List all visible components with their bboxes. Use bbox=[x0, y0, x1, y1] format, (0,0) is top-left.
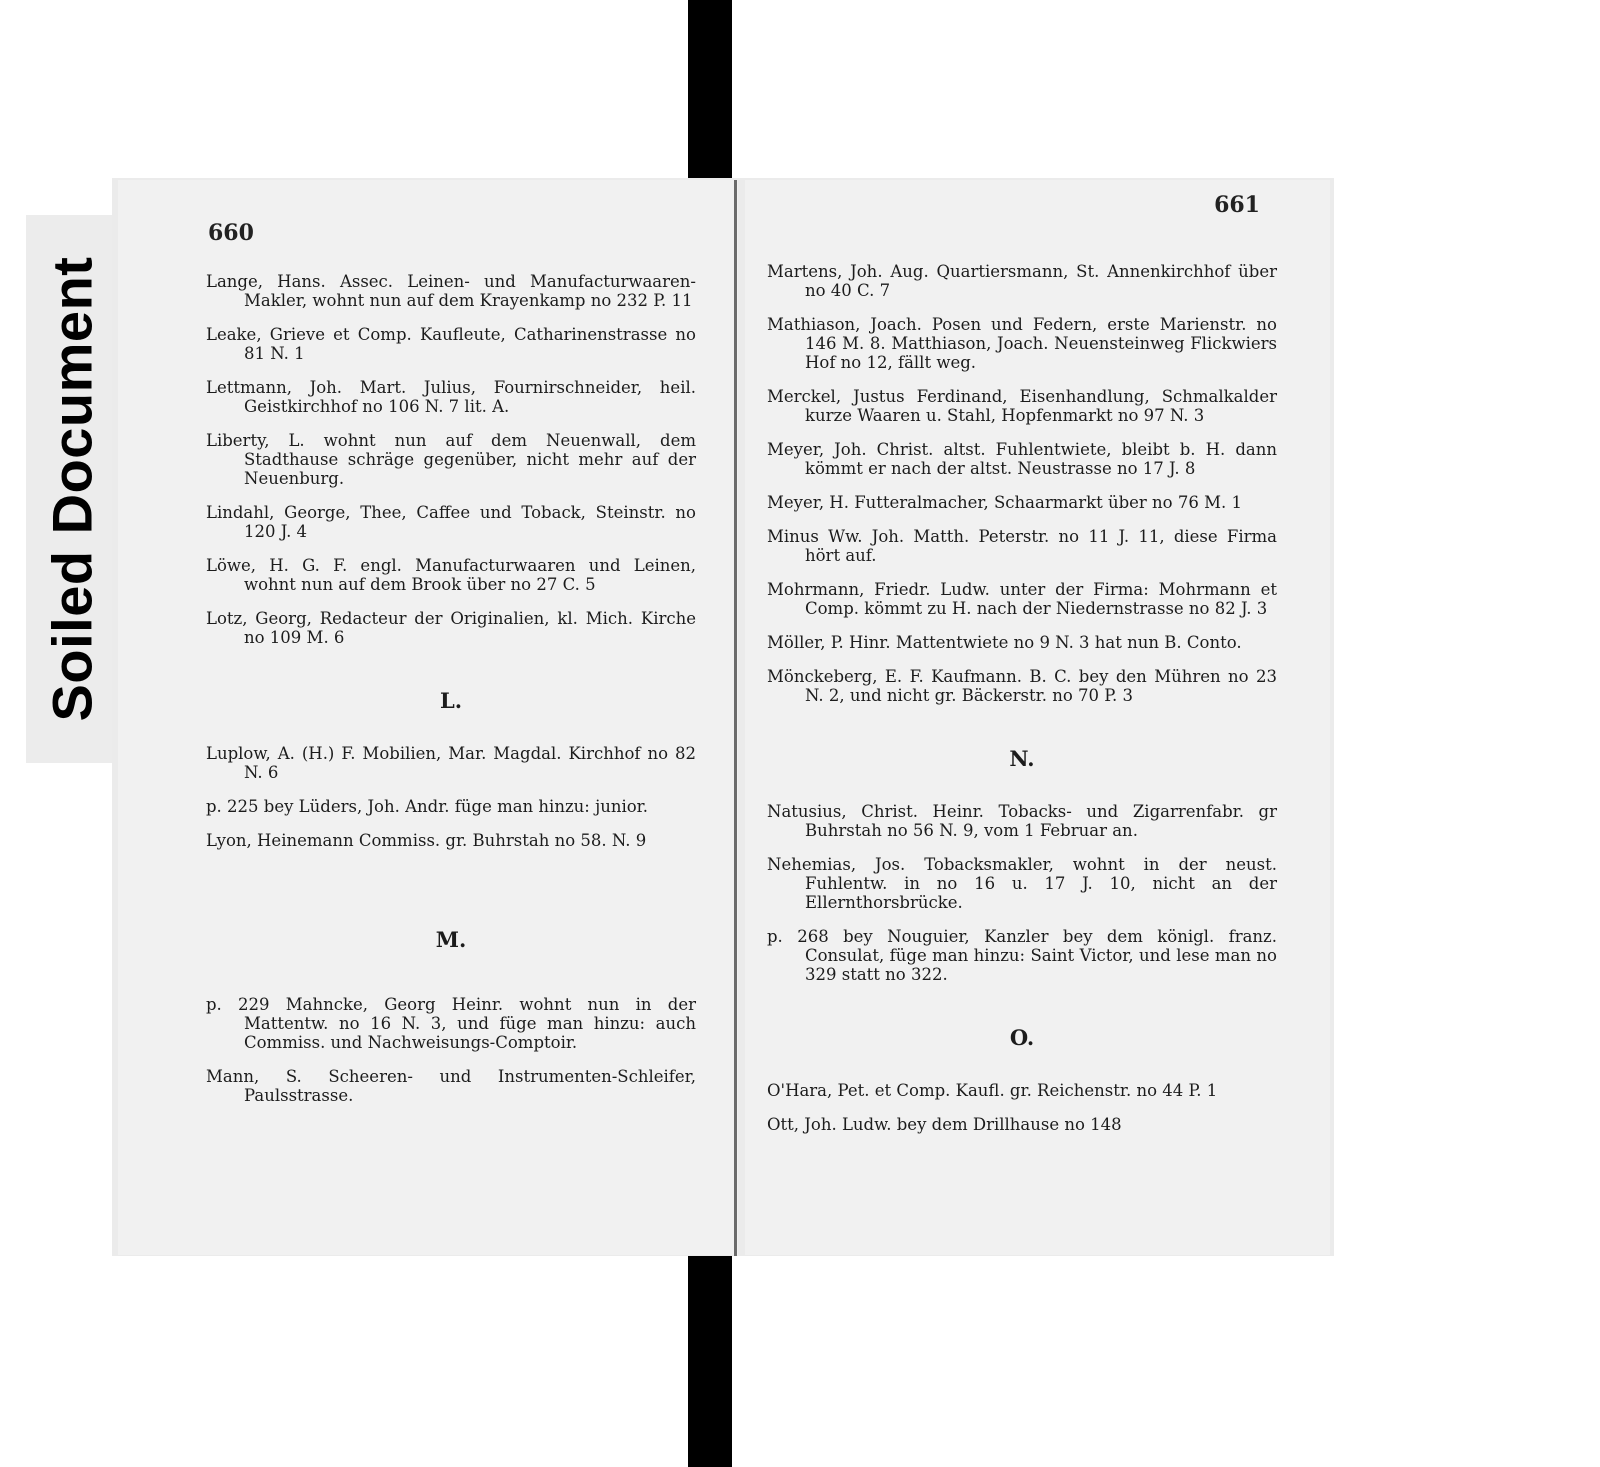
directory-entry: Möller, P. Hinr. Mattentwiete no 9 N. 3 hat nun B. Conto. bbox=[767, 633, 1242, 652]
directory-entry: p. 225 bey Lüders, Joh. Andr. füge man hinzu: junior. bbox=[206, 797, 648, 816]
directory-entry: Mohrmann, Friedr. Ludw. unter der Firma: Mohrmann et Comp. kömmt zu H. nach der Niedernstrasse no 82 J. 3 bbox=[767, 580, 1277, 618]
directory-entry: Meyer, H. Futteralmacher, Schaarmarkt über no 76 M. 1 bbox=[767, 493, 1242, 512]
directory-entry: Mann, S. Scheeren- und Instrumenten-Schleifer, Paulsstrasse. bbox=[206, 1067, 696, 1105]
page-number-right: 661 bbox=[1214, 192, 1260, 218]
tag-label: Soiled Document bbox=[40, 256, 104, 722]
section-heading-l: L. bbox=[439, 688, 463, 713]
section-heading-o: O. bbox=[1009, 1025, 1035, 1050]
directory-entry: Liberty, L. wohnt nun auf dem Neuenwall, dem Stadthause schräge gegenüber, nicht mehr auf der Neuenburg. bbox=[206, 431, 696, 488]
section-heading-m: M. bbox=[435, 927, 467, 952]
soiled-document-tag bbox=[26, 215, 118, 763]
right-page-entries bbox=[767, 262, 1277, 1149]
directory-entry: Mathiason, Joach. Posen und Federn, erste Marienstr. no 146 M. 8. Matthiason, Joach. Neuensteinweg Flickwiers Hof no 12, fällt weg. bbox=[767, 315, 1277, 372]
right-page bbox=[745, 180, 1330, 1255]
directory-entry: Löwe, H. G. F. engl. Manufacturwaaren und Leinen, wohnt nun auf dem Brook über no 27 C. 5 bbox=[206, 556, 696, 594]
directory-entry: Ott, Joh. Ludw. bey dem Drillhause no 148 bbox=[767, 1115, 1122, 1134]
binding-strip-bottom bbox=[688, 1256, 732, 1467]
left-page-entries bbox=[206, 272, 696, 1120]
book-spine-fold bbox=[734, 180, 737, 1256]
directory-entry: Leake, Grieve et Comp. Kaufleute, Catharinenstrasse no 81 N. 1 bbox=[206, 325, 696, 363]
directory-entry: Lettmann, Joh. Mart. Julius, Fournirschneider, heil. Geistkirchhof no 106 N. 7 lit. A. bbox=[206, 378, 696, 416]
directory-entry: Natusius, Christ. Heinr. Tobacks- und Zigarrenfabr. gr Buhrstah no 56 N. 9, vom 1 Februar an. bbox=[767, 802, 1277, 840]
directory-entry: Merckel, Justus Ferdinand, Eisenhandlung, Schmalkalder kurze Waaren u. Stahl, Hopfenmarkt no 97 N. 3 bbox=[767, 387, 1277, 425]
directory-entry: Minus Ww. Joh. Matth. Peterstr. no 11 J. 11, diese Firma hört auf. bbox=[767, 527, 1277, 565]
directory-entry: Lyon, Heinemann Commiss. gr. Buhrstah no 58. N. 9 bbox=[206, 831, 647, 850]
directory-entry: Meyer, Joh. Christ. altst. Fuhlentwiete, bleibt b. H. dann kömmt er nach der altst. Neustrasse no 17 J. 8 bbox=[767, 440, 1277, 478]
directory-entry: O'Hara, Pet. et Comp. Kaufl. gr. Reichenstr. no 44 P. 1 bbox=[767, 1081, 1218, 1100]
page-number-left: 660 bbox=[208, 220, 254, 246]
directory-entry: Lotz, Georg, Redacteur der Originalien, kl. Mich. Kirche no 109 M. 6 bbox=[206, 609, 696, 647]
section-heading-n: N. bbox=[1009, 746, 1035, 771]
directory-entry: Martens, Joh. Aug. Quartiersmann, St. Annenkirchhof über no 40 C. 7 bbox=[767, 262, 1277, 300]
directory-entry: Lindahl, George, Thee, Caffee und Toback, Steinstr. no 120 J. 4 bbox=[206, 503, 696, 541]
directory-entry: Nehemias, Jos. Tobacksmakler, wohnt in der neust. Fuhlentw. in no 16 u. 17 J. 10, nicht an der Ellernthorsbrücke. bbox=[767, 855, 1277, 912]
directory-entry: p. 229 Mahncke, Georg Heinr. wohnt nun in der Mattentw. no 16 N. 3, und füge man hinzu: auch Commiss. und Nachweisungs-Comptoir. bbox=[206, 995, 696, 1052]
left-page bbox=[118, 180, 738, 1255]
directory-entry: Mönckeberg, E. F. Kaufmann. B. C. bey den Mühren no 23 N. 2, und nicht gr. Bäckerstr. no 70 P. 3 bbox=[767, 667, 1277, 705]
directory-entry: Lange, Hans. Assec. Leinen- und Manufacturwaaren-Makler, wohnt nun auf dem Krayenkamp no 232 P. 11 bbox=[206, 272, 696, 310]
directory-entry: p. 268 bey Nouguier, Kanzler bey dem königl. franz. Consulat, füge man hinzu: Saint Victor, und lese man no 329 statt no 322. bbox=[767, 927, 1277, 984]
directory-entry: Luplow, A. (H.) F. Mobilien, Mar. Magdal. Kirchhof no 82 N. 6 bbox=[206, 744, 696, 782]
binding-strip-top bbox=[688, 0, 732, 180]
